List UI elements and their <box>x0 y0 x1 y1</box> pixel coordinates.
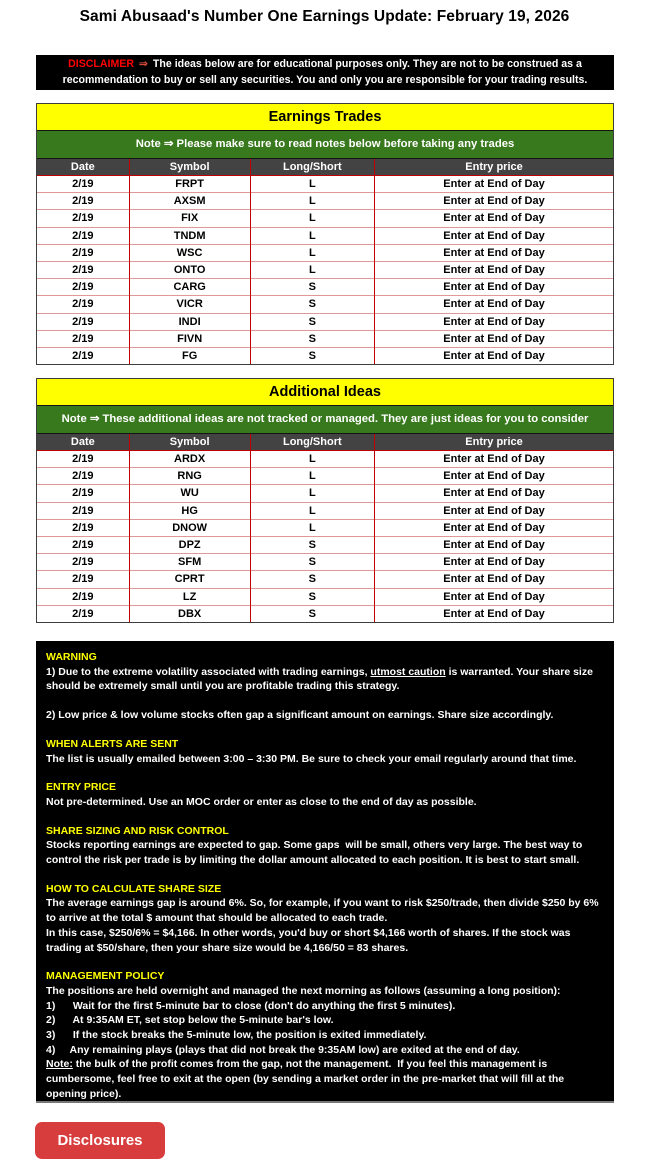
cell-long-short: L <box>250 227 374 244</box>
column-header: Date <box>37 159 129 176</box>
table-row <box>37 519 613 536</box>
note-paragraph <box>46 926 604 955</box>
notes-panel <box>36 641 614 1103</box>
table-row <box>37 554 613 571</box>
note-heading: WHEN ALERTS ARE SENT <box>46 737 179 750</box>
disclaimer-banner <box>36 55 614 90</box>
cell-entry-price: Enter at End of Day <box>375 536 613 553</box>
table-row <box>37 347 613 364</box>
cell-long-short: L <box>250 176 374 193</box>
note-heading: HOW TO CALCULATE SHARE SIZE <box>46 882 222 895</box>
note-paragraph <box>46 1013 604 1028</box>
cell-entry-price: Enter at End of Day <box>375 468 613 485</box>
notes-spacer <box>46 694 604 708</box>
disclaimer-label: DISCLAIMER <box>68 58 135 71</box>
cell-long-short: L <box>250 468 374 485</box>
cell-date: 2/19 <box>37 554 129 571</box>
table-row <box>37 313 613 330</box>
cell-symbol: DNOW <box>129 519 250 536</box>
cell-entry-price: Enter at End of Day <box>375 605 613 622</box>
table-row <box>37 261 613 278</box>
cell-long-short: S <box>250 571 374 588</box>
note-paragraph <box>46 984 604 999</box>
column-header: Entry price <box>375 434 613 451</box>
underlined-text: utmost caution <box>370 665 446 678</box>
cell-date: 2/19 <box>37 193 129 210</box>
cell-date: 2/19 <box>37 571 129 588</box>
cell-date: 2/19 <box>37 536 129 553</box>
table-row <box>37 588 613 605</box>
cell-date: 2/19 <box>37 588 129 605</box>
underlined-text: Note: <box>46 1058 73 1071</box>
cell-entry-price: Enter at End of Day <box>375 244 613 261</box>
cell-symbol: HG <box>129 502 250 519</box>
cell-symbol: ARDX <box>129 451 250 468</box>
note-heading: WARNING <box>46 651 97 663</box>
note-paragraph <box>46 665 604 694</box>
column-header: Long/Short <box>250 159 374 176</box>
cell-symbol: CARG <box>129 279 250 296</box>
cell-date: 2/19 <box>37 347 129 364</box>
table-row <box>37 279 613 296</box>
note-paragraph <box>46 795 604 810</box>
note-paragraph <box>46 1043 604 1058</box>
cell-symbol: FIVN <box>129 330 250 347</box>
table-row <box>37 536 613 553</box>
cell-long-short: L <box>250 261 374 278</box>
cell-date: 2/19 <box>37 468 129 485</box>
note-text: the bulk of the profit comes from the gap, not the management. If you feel this management is cumbersome, feel free to exit at the open (by sending a market order in the pre-market that will fill at the opening price). <box>46 1058 568 1100</box>
cell-date: 2/19 <box>72 453 94 466</box>
note-text: 2) Low price & low volume stocks often gap a significant amount on earnings. Share size accordingly. <box>46 709 554 722</box>
cell-entry-price: Enter at End of Day <box>375 571 613 588</box>
cell-date: 2/19 <box>37 210 129 227</box>
table-row <box>37 227 613 244</box>
table-row <box>37 451 613 468</box>
column-header: Symbol <box>129 159 250 176</box>
cell-entry-price: Enter at End of Day <box>375 296 613 313</box>
column-header-row <box>37 159 613 176</box>
cell-long-short: L <box>250 451 374 468</box>
note-text: The list is usually emailed between 3:00 – 3:30 PM. Be sure to check your email regularly around that time. <box>46 752 577 765</box>
note-paragraph <box>46 896 604 925</box>
cell-date: 2/19 <box>37 330 129 347</box>
cell-date: 2/19 <box>37 244 129 261</box>
notes-spacer <box>46 868 604 882</box>
cell-date: 2/19 <box>72 178 94 191</box>
cell-symbol: SFM <box>129 554 250 571</box>
column-header: Long/Short <box>250 434 374 451</box>
cell-entry-price: Enter at End of Day <box>375 330 613 347</box>
note-paragraph <box>46 708 604 723</box>
disclaimer-text <box>36 57 614 88</box>
cell-symbol: INDI <box>129 313 250 330</box>
cell-symbol: VICR <box>129 296 250 313</box>
cell-long-short: S <box>250 536 374 553</box>
cell-date: 2/19 <box>37 502 129 519</box>
notes-spacer <box>46 723 604 737</box>
cell-date: 2/19 <box>37 605 129 622</box>
notes-spacer <box>46 810 604 824</box>
table-row <box>37 571 613 588</box>
cell-date: 2/19 <box>37 227 129 244</box>
cell-entry-price: Enter at End of Day <box>375 176 613 193</box>
cell-entry-price: Enter at End of Day <box>375 261 613 278</box>
note-paragraph <box>46 999 604 1014</box>
note-paragraph <box>46 752 604 767</box>
cell-symbol: LZ <box>129 588 250 605</box>
cell-date: 2/19 <box>37 485 129 502</box>
cell-symbol: CPRT <box>129 571 250 588</box>
cell-symbol: FIX <box>129 210 250 227</box>
disclaimer-arrow-icon: ⇒ <box>139 58 148 71</box>
note-text: Not pre-determined. Use an MOC order or enter as close to the end of day as possible. <box>46 795 477 808</box>
column-header-row <box>37 434 613 451</box>
note-paragraph <box>46 838 604 867</box>
note-text: The positions are held overnight and managed the next morning as follows (assuming a long position): <box>46 984 561 997</box>
cell-symbol: AXSM <box>129 193 250 210</box>
cell-date: 2/19 <box>37 279 129 296</box>
note-text: Stocks reporting earnings are expected to gap. Some gaps will be small, others very large. The best way to control the risk per trade is by limiting the dollar amount allocated to each position. It is best to start small. <box>46 839 586 867</box>
table-row <box>37 330 613 347</box>
cell-date: 2/19 <box>37 261 129 278</box>
cell-entry-price: Enter at End of Day <box>375 502 613 519</box>
cell-symbol: WU <box>129 485 250 502</box>
additional-ideas-table <box>36 378 614 623</box>
cell-long-short: S <box>250 605 374 622</box>
notes-spacer <box>46 766 604 780</box>
note-heading: SHARE SIZING AND RISK CONTROL <box>46 824 229 837</box>
table-row <box>37 485 613 502</box>
cell-long-short: L <box>250 244 374 261</box>
note-text: In this case, $250/6% = $4,166. In other words, you'd buy or short $4,166 worth of shares. If the stock was trading at $50/share, then your share size would be 4,166/50 = 83 shares. <box>46 926 574 954</box>
cell-entry-price: Enter at End of Day <box>375 519 613 536</box>
note-text: 1) Due to the extreme volatility associated with trading earnings, <box>46 665 371 678</box>
note-text: The average earnings gap is around 6%. So, for example, if you want to risk $250/trade, then divide $250 by 6% to arrive at the total $ amount that should be allocated to each trade. <box>46 897 602 925</box>
notes-spacer <box>46 955 604 969</box>
cell-long-short: L <box>250 193 374 210</box>
cell-entry-price: Enter at End of Day <box>375 347 613 364</box>
earnings-trades-title: Earnings Trades <box>37 104 613 131</box>
note-text: 1) Wait for the first 5-minute bar to close (don't do anything the first 5 minutes). <box>46 999 456 1012</box>
cell-long-short: S <box>250 347 374 364</box>
table-row <box>37 502 613 519</box>
page-title: Sami Abusaad's Number One Earnings Update: February 19, 2026 <box>79 8 570 25</box>
cell-long-short: S <box>250 279 374 296</box>
cell-symbol: FRPT <box>129 176 250 193</box>
additional-ideas-note: Note ⇒ These additional ideas are not tracked or managed. They are just ideas for you to consider <box>37 406 613 434</box>
cell-symbol: WSC <box>129 244 250 261</box>
cell-entry-price: Enter at End of Day <box>375 554 613 571</box>
note-heading: ENTRY PRICE <box>46 781 117 794</box>
note-text: 3) If the stock breaks the 5-minute low, the position is exited immediately. <box>46 1029 427 1042</box>
note-text: 2) At 9:35AM ET, set stop below the 5-minute bar's low. <box>46 1014 334 1027</box>
cell-entry-price: Enter at End of Day <box>375 193 613 210</box>
column-header: Date <box>37 434 129 451</box>
cell-date: 2/19 <box>37 296 129 313</box>
cell-long-short: S <box>250 554 374 571</box>
column-header: Entry price <box>375 159 613 176</box>
note-paragraph <box>46 1057 604 1101</box>
note-paragraph <box>46 1028 604 1043</box>
cell-symbol: DPZ <box>129 536 250 553</box>
earnings-trades-grid <box>37 159 613 364</box>
cell-entry-price: Enter at End of Day <box>375 451 613 468</box>
additional-ideas-title: Additional Ideas <box>37 379 613 406</box>
additional-ideas-grid <box>37 434 613 622</box>
cell-long-short: S <box>250 313 374 330</box>
table-row <box>37 605 613 622</box>
table-row <box>37 210 613 227</box>
cell-entry-price: Enter at End of Day <box>375 279 613 296</box>
note-heading: MANAGEMENT POLICY <box>46 970 165 983</box>
cell-symbol: RNG <box>129 468 250 485</box>
cell-date: 2/19 <box>37 519 129 536</box>
table-row <box>37 468 613 485</box>
cell-entry-price: Enter at End of Day <box>375 210 613 227</box>
cell-long-short: S <box>250 588 374 605</box>
cell-long-short: L <box>250 485 374 502</box>
cell-symbol: FG <box>129 347 250 364</box>
cell-long-short: S <box>250 296 374 313</box>
note-text: 4) Any remaining plays (plays that did not break the 9:35AM low) are exited at the end of day. <box>46 1043 520 1056</box>
table-row <box>37 176 613 193</box>
cell-date: 2/19 <box>37 313 129 330</box>
cell-long-short: L <box>250 502 374 519</box>
cell-long-short: S <box>250 330 374 347</box>
cell-entry-price: Enter at End of Day <box>375 313 613 330</box>
cell-entry-price: Enter at End of Day <box>375 227 613 244</box>
cell-symbol: ONTO <box>129 261 250 278</box>
earnings-trades-note: Note ⇒ Please make sure to read notes below before taking any trades <box>37 131 613 159</box>
cell-entry-price: Enter at End of Day <box>375 485 613 502</box>
cell-long-short: L <box>250 210 374 227</box>
cell-entry-price: Enter at End of Day <box>375 588 613 605</box>
cell-symbol: DBX <box>129 605 250 622</box>
earnings-trades-table <box>36 103 614 365</box>
disclosures-button[interactable]: Disclosures <box>35 1122 165 1159</box>
table-row <box>37 244 613 261</box>
table-row <box>37 296 613 313</box>
column-header: Symbol <box>129 434 250 451</box>
cell-long-short: L <box>250 519 374 536</box>
table-row <box>37 193 613 210</box>
disclaimer-body: The ideas below are for educational purposes only. They are not to be construed as a recommendation to buy or sell any securities. You and only you are responsible for your trading results. <box>62 58 588 86</box>
note-text: is warranted. Your share size should be extremely small until you are profitable trading this strategy. <box>46 665 596 693</box>
cell-symbol: TNDM <box>129 227 250 244</box>
